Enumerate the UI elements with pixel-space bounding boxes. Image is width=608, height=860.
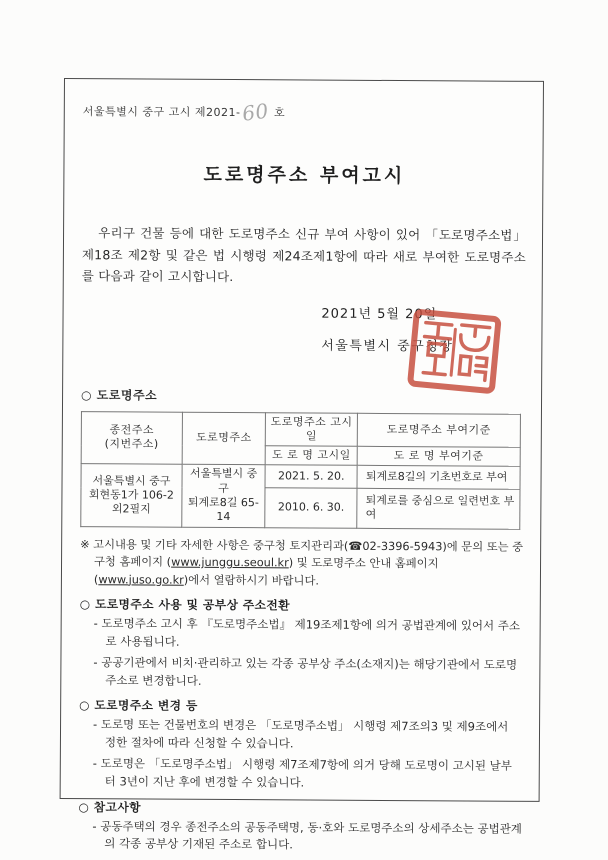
note-text-3: )에서 열람하시기 바랍니다.	[183, 573, 320, 588]
cell-notice-date-2: 2010. 6. 30.	[265, 488, 357, 528]
section-address-use	[79, 595, 524, 692]
note-text-1: ※ 고시내용 및 기타 자세한 사항은 중구청 토지관리과(☎02-3396-5943)에 문의 또는 중구청 홈페이지 (	[80, 537, 524, 569]
doc-number-prefix: 서울특별시 중구 고시 제2021-	[82, 105, 241, 120]
note-text-2: ) 및 도로명주소 안내 홈페이지(	[93, 556, 439, 586]
section-reference	[78, 798, 522, 856]
cell-criteria-1: 퇴계로8길의 기초번호로 부여	[357, 466, 519, 490]
handwritten-number: 60	[240, 98, 270, 126]
address-section-label: ○ 도로명주소	[81, 387, 158, 403]
col-header-old-address: 종전주소 (지번주소)	[81, 411, 182, 465]
section-address-change	[79, 696, 524, 793]
signer-title: 서울특별시 중구청장	[321, 338, 454, 354]
doc-number-line	[82, 98, 527, 126]
section-bullet: - 공동주택의 경우 종전주소의 공동주택명, 동·호와 도로명주소의 상세주소는 공법관계의 각종 공부상 기재된 주소로 합니다.	[92, 818, 522, 852]
table-header-row-1	[81, 411, 520, 447]
col-header-notice-date-bottom: 도 로 명 고시일	[265, 446, 357, 466]
section-heading: ○ 참고사항	[78, 799, 141, 815]
junggu-homepage-link: www.junggu.seoul.kr	[171, 555, 289, 570]
cell-notice-date-1: 2021. 5. 20.	[265, 465, 357, 488]
document-page	[60, 78, 544, 852]
page-title: 도로명주소 부여고시	[203, 163, 406, 188]
signature-block	[321, 302, 453, 354]
notice-date: 2021년 5월 20일	[321, 306, 438, 322]
section-bullet: - 도로명 또는 건물번호의 변경은 「도로명주소법」 시행령 제7조의3 및 제9조에서 정한 절차에 따라 신청할 수 있습니다.	[93, 717, 509, 751]
cell-criteria-2: 퇴계로를 중심으로 일련번호 부여	[357, 488, 520, 528]
notice-body-paragraph: 우리구 건물 등에 대한 도로명주소 신규 부여 사항이 있어 「도로명주소법」 제18조 제2항 및 같은 법 시행령 제24조제1항에 따라 새로 부여한 도로명주소를 다음과 같이 고시합니다.	[81, 225, 527, 285]
section-bullet: - 공공기관에서 비치·관리하고 있는 각종 공부상 주소(소재지)는 해당기관에서 도로명주소로 변경합니다.	[93, 654, 518, 688]
cell-old-address: 서울특별시 중구 회현동1가 106-2 외2필지	[81, 464, 182, 527]
section-bullet: - 도로명주소 고시 후 『도로명주소법』 제19조제1항에 의거 공법관계에 있어서 주소로 사용됩니다.	[93, 616, 521, 649]
table-row	[81, 464, 520, 489]
section-heading: ○ 도로명주소 사용 및 공부상 주소전환	[79, 597, 290, 613]
col-header-new-address: 도로명주소	[182, 412, 266, 465]
col-header-notice-date-top: 도로명주소 고시일	[265, 412, 357, 446]
section-heading: ○ 도로명주소 변경 등	[79, 698, 198, 714]
juso-homepage-link: www.juso.go.kr	[98, 572, 184, 587]
address-table	[80, 411, 520, 530]
cell-new-address: 서울특별시 중구 퇴계로8길 65-14	[182, 465, 266, 528]
col-header-criteria-top: 도로명주소 부여기준	[358, 413, 520, 448]
doc-number-suffix: 호	[273, 106, 286, 120]
section-bullet: - 도로명은 「도로명주소법」 시행령 제7조제7항에 의거 당해 도로명이 고시된 날부터 3년이 지난 후에 변경할 수 있습니다.	[92, 756, 512, 790]
contact-note	[80, 536, 524, 591]
col-header-criteria-bottom: 도 로 명 부여기준	[357, 446, 519, 466]
